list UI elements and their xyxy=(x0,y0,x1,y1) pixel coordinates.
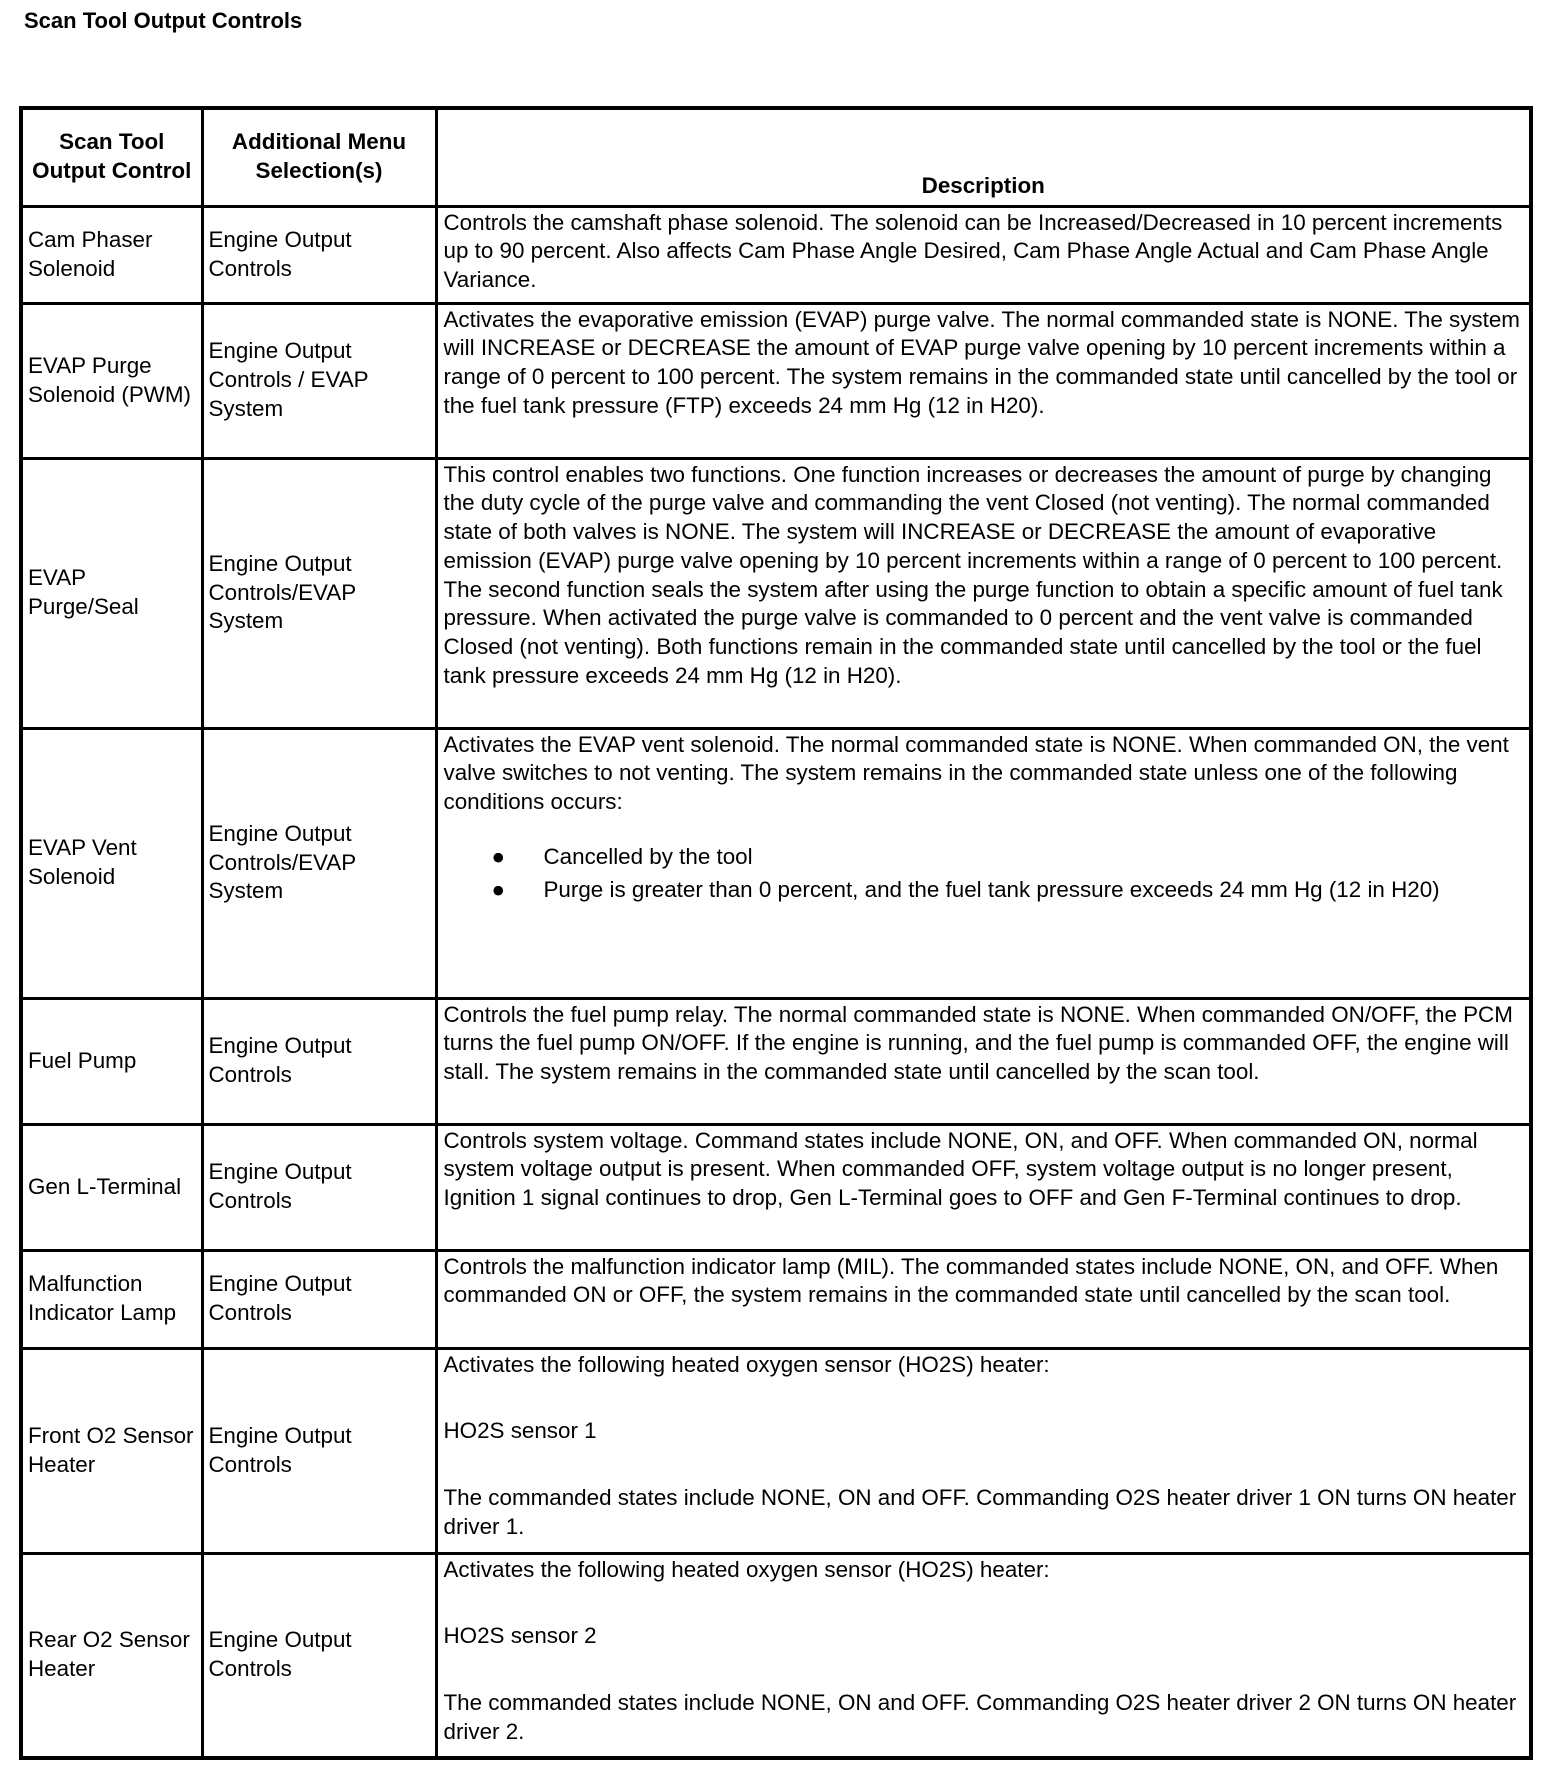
control-name: Front O2 Sensor Heater xyxy=(21,1348,202,1553)
bullet-icon: ● xyxy=(491,876,506,902)
control-name: EVAP Purge Solenoid (PWM) xyxy=(21,303,202,458)
control-name: EVAP Vent Solenoid xyxy=(21,728,202,998)
control-name: Gen L-Terminal xyxy=(21,1124,202,1250)
description-text: This control enables two functions. One function increases or decreases the amount of purge by changing the duty cycle of the purge valve and commanding the vent Closed (not venting). The normal commanded state of both valves is NONE. The system will INCREASE or DECREASE the amount of evaporative emission (EVAP) purge valve opening by 10 percent increments within a range of 0 percent to 100 percent. The second function seals the system after using the purge function to obtain a specific amount of fuel tank pressure. When activated the purge valve is commanded to 0 percent and the vent valve is commanded Closed (not venting). Both functions remain in the commanded state until cancelled by the tool or the fuel tank pressure exceeds 24 mm Hg (12 in H20). xyxy=(443,461,1503,689)
menu-selection: Engine Output Controls xyxy=(202,1250,436,1348)
table-row xyxy=(21,1348,1531,1553)
page-title: Scan Tool Output Controls xyxy=(24,8,303,33)
header-scan-tool-output-control: Scan Tool Output Control xyxy=(21,108,202,206)
description-text: Activates the following heated oxygen sensor (HO2S) heater: xyxy=(443,1351,1050,1377)
description xyxy=(436,458,1531,728)
list-item xyxy=(491,843,1524,872)
description-text: The commanded states include NONE, ON and OFF. Commanding O2S heater driver 1 ON turns ON heater driver 1. xyxy=(443,1485,1517,1539)
menu-selection: Engine Output Controls/EVAP System xyxy=(202,728,436,998)
menu-selection: Engine Output Controls/EVAP System xyxy=(202,458,436,728)
control-name: Rear O2 Sensor Heater xyxy=(21,1553,202,1758)
table-row xyxy=(21,206,1531,303)
control-name: Malfunction Indicator Lamp xyxy=(21,1250,202,1348)
menu-selection: Engine Output Controls xyxy=(202,1348,436,1553)
table-row xyxy=(21,303,1531,458)
table-header-row xyxy=(21,108,1531,206)
menu-selection: Engine Output Controls xyxy=(202,206,436,303)
control-name: EVAP Purge/Seal xyxy=(21,458,202,728)
header-description: Description xyxy=(436,108,1531,206)
header-additional-menu-selections: Additional Menu Selection(s) xyxy=(202,108,436,206)
sensor-name: HO2S sensor 1 xyxy=(443,1418,597,1444)
description xyxy=(436,1348,1531,1553)
condition-list xyxy=(444,843,1524,905)
description xyxy=(436,1553,1531,1758)
description-text: Controls system voltage. Command states include NONE, ON, and OFF. When commanded ON, normal system voltage output is present. When commanded OFF, system voltage output is no longer present, Ignition 1 signal continues to drop, Gen L-Terminal goes to OFF and Gen F-Terminal continues to drop. xyxy=(443,1127,1478,1211)
description-text: Controls the fuel pump relay. The normal commanded state is NONE. When commanded ON/OFF, the PCM turns the fuel pump ON/OFF. If the engine is running, and the fuel pump is commanded OFF, the engine will stall. The system remains in the commanded state until cancelled by the scan tool. xyxy=(443,1001,1513,1085)
list-item xyxy=(491,876,1524,905)
table-row xyxy=(21,458,1531,728)
description-text: Controls the camshaft phase solenoid. The solenoid can be Increased/Decreased in 10 percent increments up to 90 percent. Also affects Cam Phase Angle Desired, Cam Phase Angle Actual and Cam Phase Angle Variance. xyxy=(443,209,1503,293)
menu-selection: Engine Output Controls xyxy=(202,1553,436,1758)
control-name: Cam Phaser Solenoid xyxy=(21,206,202,303)
menu-selection: Engine Output Controls xyxy=(202,998,436,1124)
control-name: Fuel Pump xyxy=(21,998,202,1124)
menu-selection: Engine Output Controls / EVAP System xyxy=(202,303,436,458)
description xyxy=(436,206,1531,303)
table-row xyxy=(21,998,1531,1124)
description xyxy=(436,303,1531,458)
table-row xyxy=(21,1553,1531,1758)
description-text: Activates the following heated oxygen sensor (HO2S) heater: xyxy=(443,1556,1050,1582)
menu-selection: Engine Output Controls xyxy=(202,1124,436,1250)
description xyxy=(436,728,1531,998)
table-row xyxy=(21,1124,1531,1250)
description-text: Activates the evaporative emission (EVAP) purge valve. The normal commanded state is NONE. The system will INCREASE or DECREASE the amount of EVAP purge valve opening by 10 percent increments within a range of 0 percent to 100 percent. The system remains in the commanded state until cancelled by the tool or the fuel tank pressure (FTP) exceeds 24 mm Hg (12 in H20). xyxy=(443,306,1520,418)
sensor-name: HO2S sensor 2 xyxy=(443,1623,597,1649)
list-item-text: Cancelled by the tool xyxy=(543,843,753,869)
description xyxy=(436,1250,1531,1348)
description-text: Activates the EVAP vent solenoid. The normal commanded state is NONE. When commanded ON, the vent valve switches to not venting. The system remains in the commanded state unless one of the following conditions occurs: xyxy=(443,731,1509,815)
description xyxy=(436,998,1531,1124)
description-text: Controls the malfunction indicator lamp (MIL). The commanded states include NONE, ON, and OFF. When commanded ON or OFF, the system remains in the commanded state until cancelled by the scan tool. xyxy=(443,1253,1499,1308)
list-item-text: Purge is greater than 0 percent, and the fuel tank pressure exceeds 24 mm Hg (12 in H20) xyxy=(543,876,1440,902)
bullet-icon: ● xyxy=(491,843,506,869)
output-controls-table xyxy=(19,106,1533,1760)
table-row xyxy=(21,1250,1531,1348)
description-text: The commanded states include NONE, ON and OFF. Commanding O2S heater driver 2 ON turns ON heater driver 2. xyxy=(443,1690,1517,1744)
description xyxy=(436,1124,1531,1250)
table-row xyxy=(21,728,1531,998)
